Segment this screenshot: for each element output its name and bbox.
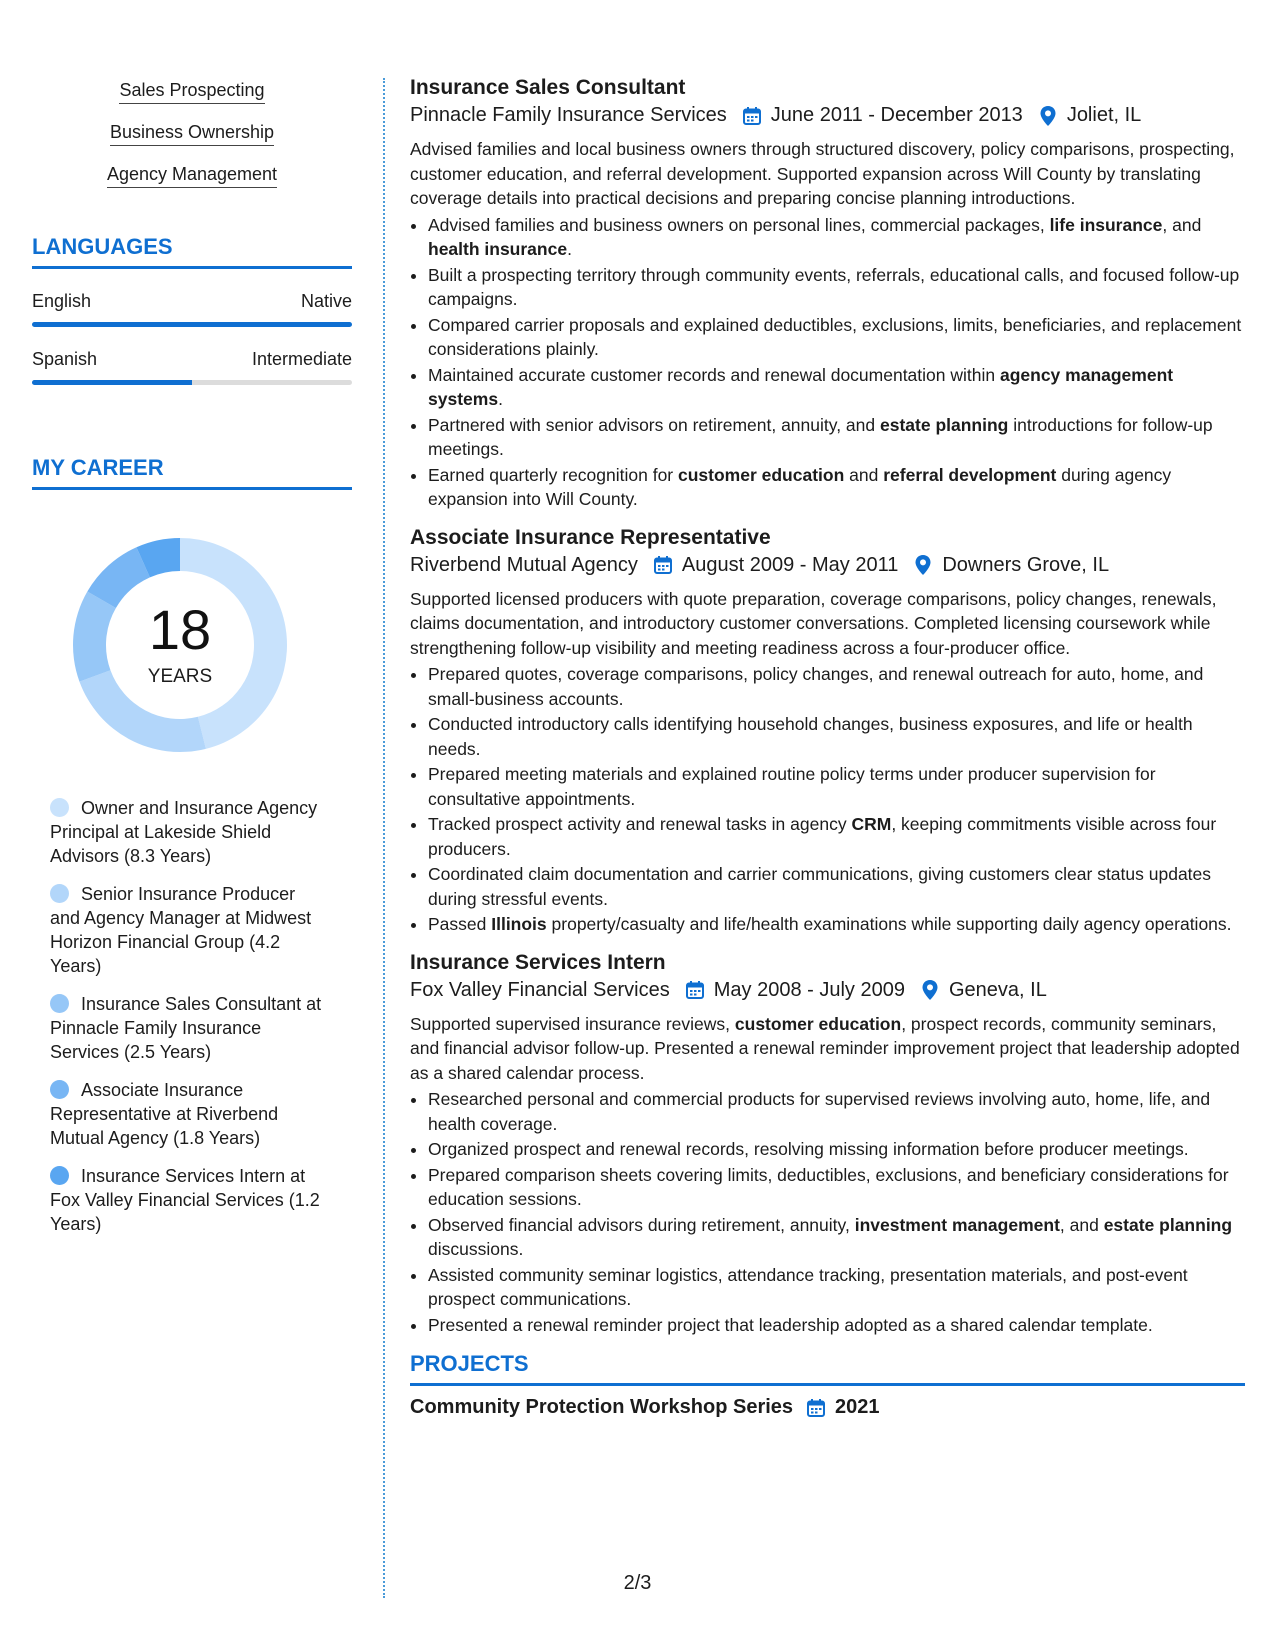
legend-label: Associate Insurance Representative at Riverbend Mutual Agency (1.8 Years) (50, 1080, 279, 1148)
job-bullet: • Organized prospect and renewal records, resolving missing information before producer meetings. (428, 1137, 1245, 1162)
language-level-fill (32, 380, 192, 385)
job-location: Downers Grove, IL (942, 553, 1110, 576)
job-bullet: • Built a prospecting territory through community events, referrals, educational calls, and focused follow-up campaigns. (428, 263, 1245, 312)
job-bullet: • Compared carrier proposals and explained deductibles, exclusions, limits, beneficiaries, and replacement considerations plainly. (428, 313, 1245, 362)
calendar-icon (741, 105, 763, 127)
location-pin-icon (919, 979, 941, 1001)
job-company: Pinnacle Family Insurance Services (410, 104, 727, 126)
job-entry (410, 951, 1245, 1338)
job-dates: May 2008 - July 2009 (713, 978, 905, 1001)
language-name: Spanish (32, 349, 98, 369)
calendar-icon (652, 554, 674, 576)
job-entry (410, 526, 1245, 937)
job-bullet: • Advised families and business owners on personal lines, commercial packages, life insurance, and health insurance. (428, 213, 1245, 262)
legend-swatch (50, 884, 69, 903)
legend-swatch (50, 1166, 69, 1185)
career-legend-item (50, 882, 325, 978)
job-bullets (410, 213, 1245, 512)
job-title: Associate Insurance Representative (410, 525, 771, 549)
career-heading: MY CAREER (32, 455, 352, 490)
job-dates: August 2009 - May 2011 (681, 553, 899, 576)
job-description: Advised families and local business owners through structured discovery, policy comparisons, prospecting, customer education, and referral development. Supported expansion across Will County by translating coverage details into practical decisions and preparing concise planning introductions. (410, 139, 1235, 208)
job-bullet: • Prepared meeting materials and explained routine policy terms under producer supervision for consultative appointments. (428, 762, 1245, 811)
job-bullet: • Observed financial advisors during retirement, annuity, investment management, and estate planning discussions. (428, 1213, 1245, 1262)
calendar-icon (805, 1397, 827, 1419)
job-title: Insurance Services Intern (410, 950, 666, 974)
languages-section (32, 234, 352, 385)
job-entry (410, 76, 1245, 512)
skill-item: Agency Management (107, 164, 277, 188)
language-name: English (32, 291, 92, 311)
career-legend-item (50, 796, 325, 868)
language-level: Intermediate (251, 349, 352, 369)
job-location: Geneva, IL (948, 978, 1047, 1001)
career-legend (50, 796, 325, 1236)
job-meta (410, 554, 1245, 577)
legend-label: Insurance Sales Consultant at Pinnacle Family Insurance Services (2.5 Years) (50, 994, 322, 1062)
job-bullet: • Tracked prospect activity and renewal tasks in agency CRM, keeping commitments visible across four producers. (428, 812, 1245, 861)
page-number: 2/3 (623, 1572, 652, 1594)
skills-list (32, 80, 352, 206)
job-bullet: • Conducted introductory calls identifying household changes, business exposures, and life or health needs. (428, 712, 1245, 761)
projects-heading: PROJECTS (410, 1351, 1245, 1386)
career-legend-item (50, 992, 325, 1064)
job-dates: June 2011 - December 2013 (770, 104, 1023, 126)
legend-swatch (50, 1080, 69, 1099)
project-name: Community Protection Workshop Series (410, 1396, 794, 1418)
career-donut-chart (65, 530, 295, 760)
job-bullet: • Researched personal and commercial products for supervised reviews involving auto, home, life, and health coverage. (428, 1087, 1245, 1136)
language-level-bar (32, 322, 352, 327)
job-bullet: • Partnered with senior advisors on retirement, annuity, and estate planning introductions for follow-up meetings. (428, 413, 1245, 462)
calendar-icon (684, 979, 706, 1001)
job-description: Supported supervised insurance reviews, customer education, prospect records, community seminars, and financial advisor follow-up. Presented a renewal reminder improvement project that leadership adopted as a shared calendar process. (410, 1013, 1240, 1083)
job-bullet: • Passed Illinois property/casualty and life/health examinations while supporting daily agency operations. (428, 912, 1245, 937)
job-bullet: • Prepared comparison sheets covering limits, deductibles, exclusions, and beneficiary considerations for education sessions. (428, 1163, 1245, 1212)
job-bullet: • Presented a renewal reminder project that leadership adopted as a shared calendar template. (428, 1313, 1245, 1338)
left-column (32, 80, 352, 1250)
career-total-years: 18 (148, 598, 212, 661)
language-item (32, 349, 352, 385)
job-meta (410, 104, 1245, 127)
legend-label: Senior Insurance Producer and Agency Manager at Midwest Horizon Financial Group (4.2 Years) (50, 884, 312, 976)
legend-label: Insurance Services Intern at Fox Valley Financial Services (1.2 Years) (50, 1166, 320, 1234)
language-level: Native (300, 291, 352, 311)
job-description: Supported licensed producers with quote preparation, coverage comparisons, policy changes, renewals, claims documentation, and introductory customer conversations. Completed licensing coursework while strengthening follow-up visibility and meeting readiness across a four-producer office. (410, 588, 1217, 658)
project-item (410, 1396, 1245, 1419)
language-item (32, 291, 352, 327)
job-bullets (410, 1087, 1245, 1337)
legend-label: Owner and Insurance Agency Principal at Lakeside Shield Advisors (8.3 Years) (50, 798, 318, 866)
location-pin-icon (1037, 105, 1059, 127)
job-title: Insurance Sales Consultant (410, 76, 686, 99)
skill-item: Business Ownership (110, 122, 274, 146)
language-level-fill (32, 322, 352, 327)
legend-swatch (50, 994, 69, 1013)
experience-column (410, 76, 1245, 1419)
project-year: 2021 (835, 1396, 880, 1418)
job-company: Riverbend Mutual Agency (410, 553, 638, 576)
legend-swatch (50, 798, 69, 817)
career-total-unit: YEARS (147, 666, 213, 687)
job-bullet: • Maintained accurate customer records and renewal documentation within agency management systems. (428, 363, 1245, 412)
job-bullet: • Coordinated claim documentation and carrier communications, giving customers clear status updates during stressful events. (428, 862, 1245, 911)
job-location: Joliet, IL (1066, 104, 1142, 126)
career-legend-item (50, 1078, 325, 1150)
language-level-bar (32, 380, 352, 385)
job-bullets (410, 662, 1245, 937)
job-bullet: • Prepared quotes, coverage comparisons, policy changes, and renewal outreach for auto, home, and small-business accounts. (428, 662, 1245, 711)
languages-heading: LANGUAGES (32, 234, 352, 269)
career-section (32, 455, 352, 1236)
job-meta (410, 979, 1245, 1002)
experience-list (410, 76, 1245, 1337)
job-company: Fox Valley Financial Services (410, 978, 670, 1001)
skill-item: Sales Prospecting (119, 80, 264, 104)
column-divider (383, 78, 385, 1598)
location-pin-icon (912, 554, 934, 576)
job-bullet: • Earned quarterly recognition for customer education and referral development during agency expansion into Will County. (428, 463, 1245, 512)
career-legend-item (50, 1164, 325, 1236)
job-bullet: • Assisted community seminar logistics, attendance tracking, presentation materials, and post-event prospect communications. (428, 1263, 1245, 1312)
